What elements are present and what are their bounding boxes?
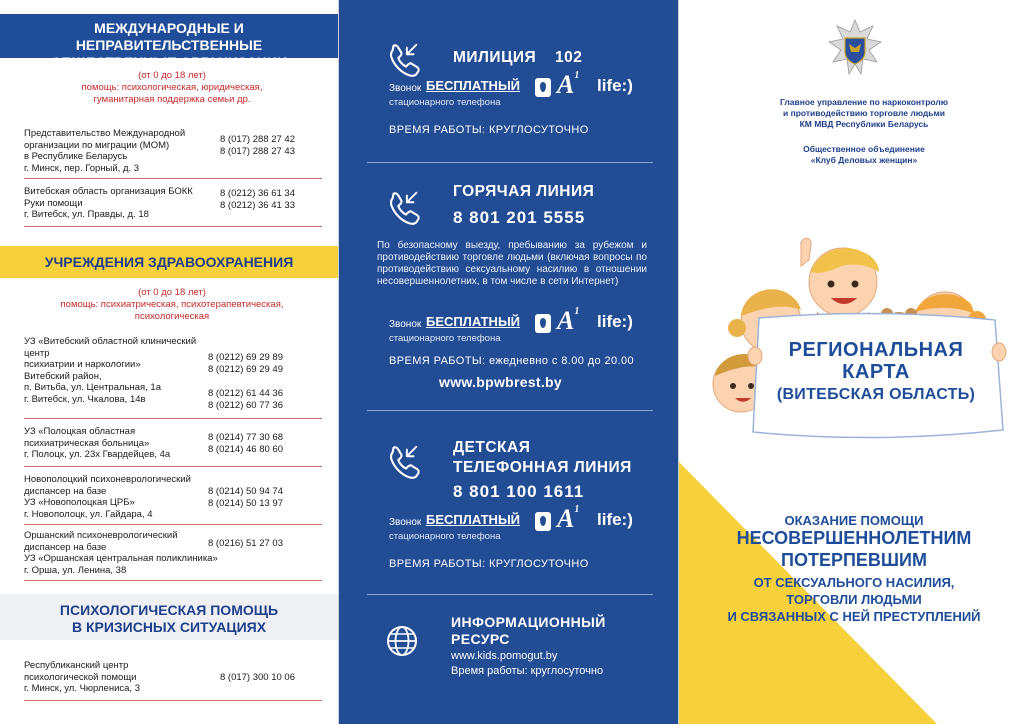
cover-subtitle-line: ОКАЗАНИЕ ПОМОЩИ bbox=[784, 513, 924, 528]
partner-block bbox=[739, 144, 989, 166]
partner-line: «Клуб Деловых женщин» bbox=[810, 155, 918, 165]
operator-a1-logo bbox=[557, 70, 579, 100]
org-phone[interactable]: 8 (017) 288 27 43 bbox=[220, 145, 296, 157]
operator-mts-icon bbox=[535, 314, 551, 333]
section-title-line: В КРИЗИСНЫХ СИТУАЦИЯХ bbox=[71, 619, 267, 635]
org-phone[interactable]: 8 (0212) 36 41 33 bbox=[220, 199, 296, 211]
org-novopolotsk-dispensary bbox=[24, 474, 324, 520]
right-panel-cover bbox=[679, 0, 1024, 724]
free-call-row bbox=[389, 306, 649, 346]
free-call-sub: стационарного телефона bbox=[389, 333, 501, 344]
hours-label: ВРЕМЯ РАБОТЫ: bbox=[389, 355, 486, 367]
middle-panel bbox=[339, 0, 678, 724]
org-address: г. Новополоцк, ул. Гайдара, 4 bbox=[24, 508, 153, 520]
org-phone[interactable]: 8 (0214) 77 30 68 bbox=[208, 432, 284, 443]
operator-a1-letter: A bbox=[557, 306, 575, 335]
operator-a1-sup: 1 bbox=[574, 70, 580, 81]
free-call-prefix: Звонок bbox=[389, 83, 422, 94]
org-phone[interactable]: 8 (017) 288 27 42 bbox=[220, 134, 296, 145]
free-call-row bbox=[389, 504, 649, 544]
police-hours bbox=[389, 124, 589, 136]
cover-title-line: (ВИТЕБСКАЯ ОБЛАСТЬ) bbox=[776, 386, 976, 403]
free-call-row bbox=[389, 70, 649, 110]
org-name-line: психологической помощи bbox=[24, 671, 137, 683]
operator-a1-sup: 1 bbox=[574, 504, 580, 515]
free-call-label: БЕСПЛАТНЫЙ bbox=[426, 314, 521, 329]
hotline-website-link[interactable]: www.bpwbrest.by bbox=[439, 374, 562, 390]
phone-icon bbox=[385, 442, 423, 480]
org-phone[interactable]: 8 (0214) 46 80 60 bbox=[208, 443, 284, 455]
child-line-number[interactable]: 8 801 100 1611 bbox=[453, 482, 585, 501]
org-address: г. Витебск, ул. Правды, д. 18 bbox=[24, 209, 149, 220]
cover-title-line: РЕГИОНАЛЬНАЯ bbox=[788, 339, 964, 361]
org-phone[interactable]: 8 (0212) 69 29 89 bbox=[208, 352, 284, 363]
hotline-description: По безопасному выезду, пребыванию за рубежом и противодействию торговле людьми (включая вопросы по противодействию сексуальному насилию в отношении несовершеннолетних, в том числе в сети Интернет) bbox=[377, 240, 647, 287]
divider bbox=[24, 524, 322, 525]
org-name-line: УЗ «Полоцкая областная bbox=[24, 426, 136, 437]
free-call-label: БЕСПЛАТНЫЙ bbox=[426, 512, 521, 527]
child-line-hours bbox=[389, 558, 589, 570]
hours-value: КРУГЛОСУТОЧНО bbox=[488, 124, 589, 136]
org-republican-center bbox=[24, 660, 324, 695]
agency-line: Главное управление по наркоконтролю bbox=[779, 97, 949, 107]
police-title bbox=[453, 48, 582, 68]
phone-icon bbox=[385, 40, 423, 78]
org-name-line: Витебская область организация БОКК bbox=[24, 186, 193, 197]
org-name-line: Представительство Международной bbox=[24, 128, 186, 139]
section-title-line: ОБЩЕСТВЕННЫЕ ОРГАНИЗАЦИИ bbox=[50, 54, 288, 70]
phone-icon bbox=[385, 188, 423, 226]
org-name-line: Витебский район, bbox=[24, 370, 102, 382]
cover-subtitle-line: ПОТЕРПЕВШИМ bbox=[781, 550, 927, 570]
org-name-line: Оршанский психоневрологический bbox=[24, 530, 178, 541]
cover-subtitle-line: ТОРГОВЛИ ЛЮДЬМИ bbox=[786, 592, 922, 607]
org-name-line: диспансер на базе bbox=[24, 485, 107, 497]
divider bbox=[367, 594, 653, 595]
operator-life-logo: life:) bbox=[597, 76, 633, 95]
operator-life-logo: life:) bbox=[597, 510, 633, 529]
section-header-healthcare bbox=[0, 246, 338, 278]
help-types: психологическая bbox=[134, 311, 210, 322]
divider bbox=[24, 178, 322, 179]
free-call-prefix: Звонок bbox=[389, 517, 422, 528]
hours-value: КРУГЛОСУТОЧНО bbox=[488, 558, 589, 570]
org-name-line: УЗ «Витебский областной клинический центр bbox=[24, 336, 197, 359]
divider bbox=[367, 410, 653, 411]
org-name-line: УЗ «Оршанская центральная поликлиника» bbox=[24, 553, 218, 564]
operator-a1-letter: A bbox=[557, 504, 575, 533]
org-name-line: в Республике Беларусь bbox=[24, 151, 128, 162]
operator-a1-letter: A bbox=[557, 70, 575, 99]
help-types: помощь: психиатрическая, психотерапевтическая, bbox=[60, 299, 284, 310]
agency-block bbox=[739, 97, 989, 130]
org-phone[interactable]: 8 (0214) 50 13 97 bbox=[208, 497, 284, 509]
age-range: (от 0 до 18 лет) bbox=[138, 70, 206, 81]
divider bbox=[24, 466, 322, 467]
operator-life-logo: life:) bbox=[597, 312, 633, 331]
org-vitebsk-psych-center bbox=[24, 336, 324, 411]
org-orsha-dispensary bbox=[24, 530, 324, 576]
org-address: г. Минск, ул. Чюрлениса, 3 bbox=[24, 683, 140, 694]
org-iom bbox=[24, 128, 324, 174]
cover-title-line: КАРТА bbox=[842, 361, 910, 383]
org-name-line: диспансер на базе bbox=[24, 541, 107, 553]
age-range: (от 0 до 18 лет) bbox=[138, 287, 206, 298]
hotline-hours bbox=[389, 355, 634, 367]
operator-a1-logo bbox=[557, 504, 579, 534]
hours-label: ВРЕМЯ РАБОТЫ: bbox=[389, 558, 486, 570]
operator-mts-icon bbox=[535, 78, 551, 97]
org-name-line: психиатрическая больница» bbox=[24, 437, 150, 449]
free-call-label: БЕСПЛАТНЫЙ bbox=[426, 78, 521, 93]
globe-icon bbox=[385, 624, 419, 658]
child-line-title-line: ТЕЛЕФОННАЯ ЛИНИЯ bbox=[453, 459, 632, 476]
org-phone[interactable]: 8 (0212) 60 77 36 bbox=[208, 399, 284, 411]
org-address: г. Минск, пер. Горный, д. 3 bbox=[24, 162, 140, 174]
section-title-line: ПСИХОЛОГИЧЕСКАЯ ПОМОЩЬ bbox=[59, 602, 279, 618]
section-header-crisis bbox=[0, 594, 338, 640]
org-phone[interactable]: 8 (0214) 50 94 74 bbox=[208, 486, 284, 497]
org-name-line: Руки помощи bbox=[24, 197, 83, 209]
operator-a1-sup: 1 bbox=[574, 306, 580, 317]
divider bbox=[24, 580, 322, 581]
org-address: г. Витебск, ул. Чкалова, 14в bbox=[24, 394, 146, 405]
divider bbox=[24, 418, 322, 419]
org-polotsk-hospital bbox=[24, 426, 324, 461]
operator-a1-logo bbox=[557, 306, 579, 336]
info-resource-link[interactable]: www.kids.pomogut.by bbox=[451, 650, 558, 662]
org-phone[interactable]: 8 (0216) 51 27 03 bbox=[208, 538, 284, 549]
hotline-number[interactable]: 8 801 201 5555 bbox=[453, 208, 586, 227]
free-call-sub: стационарного телефона bbox=[389, 97, 501, 108]
org-phone[interactable]: 8 (0212) 36 61 34 bbox=[220, 188, 296, 199]
free-call-sub: стационарного телефона bbox=[389, 531, 501, 542]
operator-mts-icon bbox=[535, 512, 551, 531]
section-title-line: МЕЖДУНАРОДНЫЕ И НЕПРАВИТЕЛЬСТВЕННЫЕ bbox=[75, 20, 263, 53]
cover-subtitle-line: НЕСОВЕРШЕННОЛЕТНИМ bbox=[736, 528, 972, 548]
org-name-line: п. Витьба, ул. Центральная, 1а bbox=[24, 382, 162, 393]
free-call-prefix: Звонок bbox=[389, 319, 422, 330]
agency-line: КМ МВД Республики Беларусь bbox=[799, 119, 929, 129]
org-name-line: Республиканский центр bbox=[24, 660, 129, 671]
org-phone[interactable]: 8 (0212) 69 29 49 bbox=[208, 363, 284, 375]
org-name-line: организации по миграции (МОМ) bbox=[24, 139, 170, 151]
section-title-line: УЧРЕЖДЕНИЯ ЗДРАВООХРАНЕНИЯ bbox=[44, 254, 294, 270]
hours-label: ВРЕМЯ РАБОТЫ: bbox=[389, 124, 486, 136]
divider bbox=[367, 162, 653, 163]
section-header-ngo bbox=[0, 14, 338, 70]
org-address: г. Полоцк, ул. 23х Гвардейцев, 4а bbox=[24, 449, 171, 460]
child-line-title-line: ДЕТСКАЯ bbox=[453, 439, 531, 456]
divider bbox=[24, 226, 322, 227]
cover-subtitle-line: И СВЯЗАННЫХ С НЕЙ ПРЕСТУПЛЕНИЙ bbox=[727, 609, 981, 624]
divider bbox=[24, 700, 322, 701]
org-phone[interactable]: 8 (0212) 61 44 36 bbox=[208, 388, 284, 399]
help-types: помощь: психологическая, юридическая, bbox=[81, 82, 263, 93]
partner-line: Общественное объединение bbox=[803, 144, 925, 154]
org-name-line: Новополоцкий психоневрологический bbox=[24, 474, 191, 485]
police-number[interactable]: 102 bbox=[555, 49, 583, 66]
org-name-line: психиатрии и наркологии» bbox=[24, 359, 141, 370]
org-phone[interactable]: 8 (017) 300 10 06 bbox=[220, 672, 296, 683]
hotline-title: ГОРЯЧАЯ ЛИНИЯ bbox=[453, 183, 595, 200]
info-resource-title bbox=[451, 614, 606, 648]
police-title-text: МИЛИЦИЯ bbox=[453, 49, 537, 66]
org-red-cross bbox=[24, 186, 324, 221]
child-line-title bbox=[453, 438, 632, 478]
police-emblem-icon bbox=[827, 18, 883, 78]
org-address: г. Орша, ул. Ленина, 38 bbox=[24, 564, 127, 576]
cover-subtitle-line: ОТ СЕКСУАЛЬНОГО НАСИЛИЯ, bbox=[753, 575, 955, 590]
info-title-line: РЕСУРС bbox=[451, 631, 510, 647]
agency-line: и противодействию торговле людьми bbox=[782, 108, 945, 118]
info-resource-hours: Время работы: круглосуточно bbox=[451, 665, 604, 677]
hours-value: ежедневно с 8.00 до 20.00 bbox=[488, 355, 635, 367]
left-panel bbox=[0, 0, 338, 724]
org-name-line: УЗ «Новополоцкая ЦРБ» bbox=[24, 497, 135, 508]
info-title-line: ИНФОРМАЦИОННЫЙ bbox=[451, 614, 606, 630]
help-types: гуманитарная поддержка семьи др. bbox=[93, 94, 251, 105]
